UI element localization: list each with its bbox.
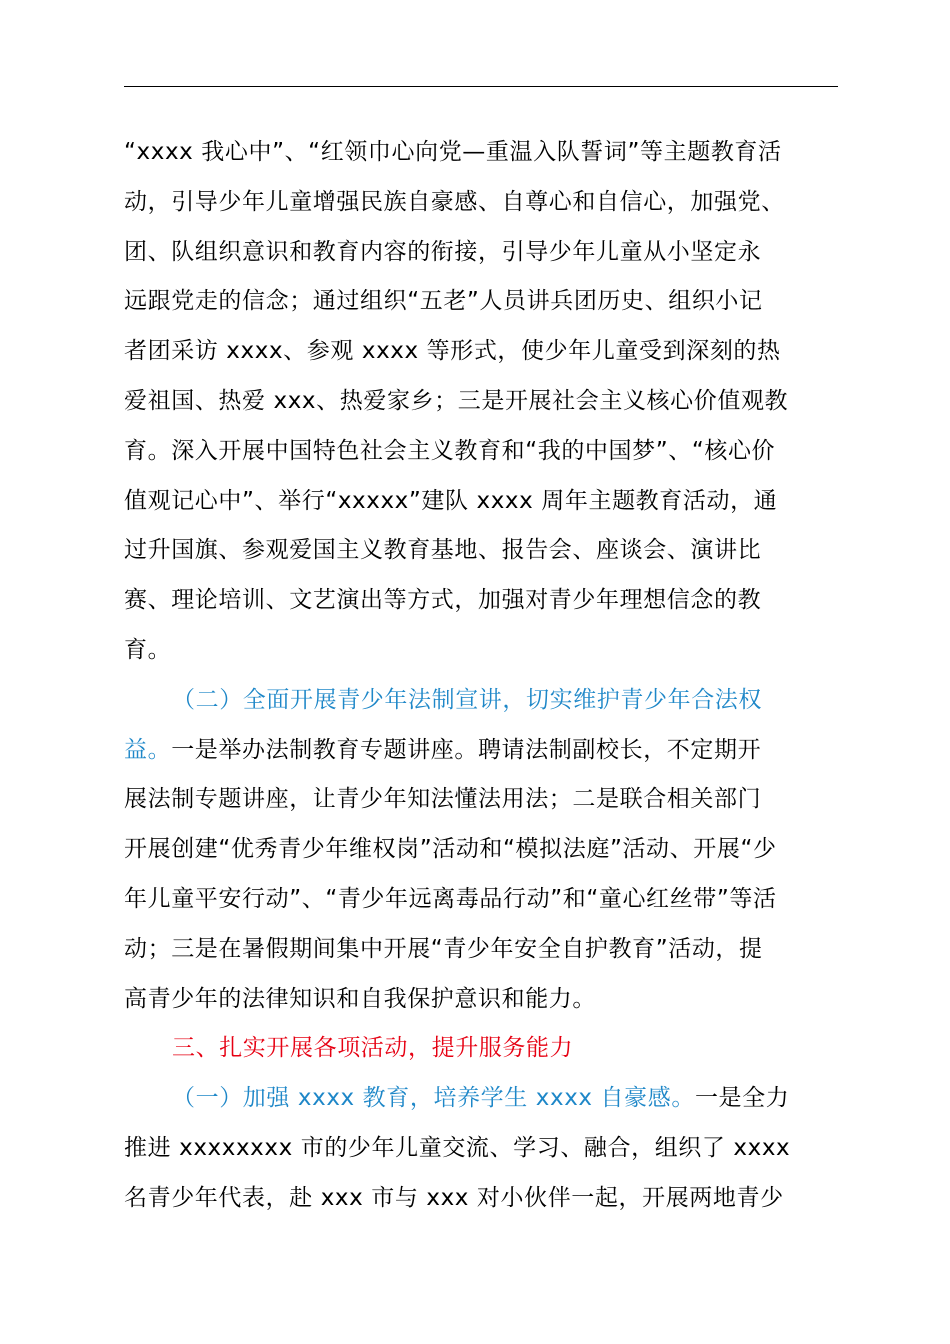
body-line (124, 775, 840, 825)
body-text: 展法制专题讲座，让青少年知法懂法用法；二是联合相关部门 (124, 786, 762, 813)
section-heading-text: 三、扎实开展各项活动，提升服务能力 (172, 1035, 574, 1062)
body-text: 名青少年代表，赴 xxx 市与 xxx 对小伙伴一起，开展两地青少 (124, 1184, 784, 1211)
body-text: 高青少年的法律知识和自我保护意识和能力。 (124, 985, 596, 1012)
body-text: 赛、理论培训、文艺演出等方式，加强对青少年理想信念的教 (124, 587, 762, 614)
body-line (124, 576, 840, 626)
body-line (124, 427, 840, 477)
body-text: 育。深入开展中国特色社会主义教育和“我的中国梦”、“核心价 (124, 437, 776, 464)
body-line (124, 277, 840, 327)
body-text: “xxxx 我心中”、“红领巾心向党—重温入队誓词”等主题教育活 (124, 139, 782, 165)
body-text: 动，引导少年儿童增强民族自豪感、自尊心和自信心，加强党、 (124, 188, 785, 215)
body-text: 年儿童平安行动”、“青少年远离毒品行动”和“童心红丝带”等活 (124, 885, 777, 912)
body-text: 一是举办法制教育专题讲座。聘请法制副校长，不定期开 (171, 736, 762, 763)
body-line (124, 925, 840, 975)
body-text: 一是全力 (694, 1085, 790, 1112)
document-body (124, 128, 840, 1224)
subheading-line (124, 1074, 840, 1124)
subheading-text: （一）加强 xxxx 教育，培养学生 xxxx 自豪感。 (172, 1085, 695, 1112)
body-line (124, 1124, 840, 1174)
header-rule (124, 86, 838, 87)
body-text: 值观记心中”、举行“xxxxx”建队 xxxx 周年主题教育活动，通 (124, 487, 778, 514)
subheading-text: （二）全面开展青少年法制宣讲，切实维护青少年合法权 (172, 686, 762, 713)
body-line (124, 1174, 840, 1224)
body-line (124, 526, 840, 576)
body-line (124, 228, 840, 278)
body-line (124, 975, 840, 1025)
body-text: 过升国旗、参观爱国主义教育基地、报告会、座谈会、演讲比 (124, 537, 762, 564)
body-line (124, 128, 840, 178)
body-line (124, 377, 840, 427)
body-text: 者团采访 xxxx、参观 xxxx 等形式，使少年儿童受到深刻的热 (124, 338, 781, 365)
body-text: 开展创建“优秀青少年维权岗”活动和“模拟法庭”活动、开展“少 (124, 836, 777, 863)
body-text: 远跟党走的信念；通过组织“五老”人员讲兵团历史、组织小记 (124, 288, 763, 315)
body-line (124, 875, 840, 925)
body-line (124, 726, 840, 776)
body-text: 团、队组织意识和教育内容的衔接，引导少年儿童从小坚定永 (124, 238, 762, 265)
body-line (124, 327, 840, 377)
body-line (124, 477, 840, 527)
section-heading (124, 1024, 840, 1074)
body-text: 动；三是在暑假期间集中开展“青少年安全自护教育”活动，提 (124, 935, 763, 962)
body-line (124, 825, 840, 875)
subheading-text: 益。 (124, 736, 172, 763)
body-line (124, 178, 840, 228)
body-line (124, 626, 840, 676)
subheading-line (124, 676, 840, 726)
body-text: 爱祖国、热爱 xxx、热爱家乡；三是开展社会主义核心价值观教 (124, 387, 789, 414)
body-text: 推进 xxxxxxxx 市的少年儿童交流、学习、融合，组织了 xxxx (124, 1134, 791, 1161)
body-text: 育。 (124, 636, 172, 663)
